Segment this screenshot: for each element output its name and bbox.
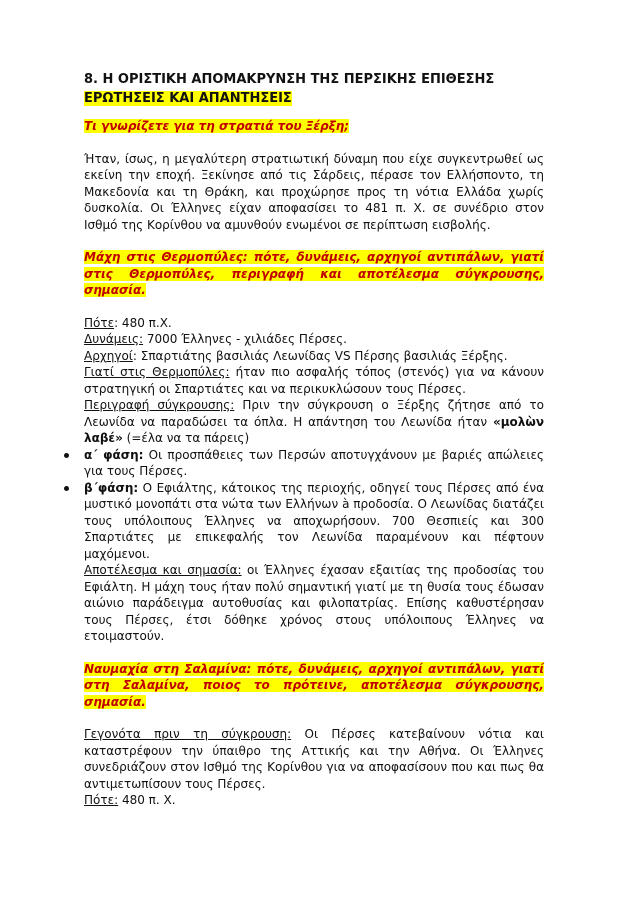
question-2 xyxy=(84,249,544,299)
forces-value: 7000 Έλληνες - χιλιάδες Πέρσες. xyxy=(143,332,347,346)
description-line xyxy=(84,397,544,447)
subtitle-text: ΕΡΩΤΗΣΕΙΣ ΚΑΙ ΑΠΑΝΤΗΣΕΙΣ xyxy=(84,91,292,106)
forces-label: Δυνάμεις: xyxy=(84,332,144,346)
answer-1: Ήταν, ίσως, η μεγαλύτερη στρατιωτική δύναμη που είχε συγκεντρωθεί ως εκείνη την εποχή. Ξεκίνησε από τις Σάρδεις, πέρασε τον Ελλήσποντο, τη Μακεδονία και τη Θράκη, και προχώρησε προς τη νότια Ελλάδα χωρίς δυσκολία. Οι Έλληνες είχαν αποφασίσει το 481 π. Χ. σε συνέδριο στον Ισθμό της Κορίνθου να αμυνθούν ενωμένοι σε περίπτωση εισβολής. xyxy=(84,151,544,232)
when-value: : 480 π.Χ. xyxy=(114,315,172,330)
question-3 xyxy=(84,661,544,711)
salamis-when-label: Πότε: xyxy=(84,793,119,807)
result-line xyxy=(84,562,544,645)
document-title xyxy=(84,70,544,89)
why-line xyxy=(84,364,544,397)
salamis-when-line xyxy=(84,792,544,809)
description-label: Περιγραφή σύγκρουσης: xyxy=(84,398,235,412)
salamis-when-value: 480 π. Χ. xyxy=(118,793,176,807)
phase-list xyxy=(84,447,544,563)
question-1 xyxy=(84,118,544,135)
events-label: Γεγονότα πριν τη σύγκρουση: xyxy=(84,727,292,741)
events-value: Οι Πέρσες κατεβαίνουν νότια και καταστρέφουν την ύπαιθρο της Αττικής και την Αθήνα. Οι Έλληνες συνεδριάζουν στον Ισθμό της Κορίνθου για να αποφασίσουν που και πως θα αντιμετωπίσουν τους Πέρσες. xyxy=(84,727,544,791)
phase-b-label: β΄φάση: xyxy=(84,480,139,495)
phase-a-label: α΄ φάση: xyxy=(84,447,144,462)
forces-line xyxy=(84,331,544,348)
phase-b-text: Ο Εφιάλτης, κάτοικος της περιοχής, οδηγεί τους Πέρσες από ένα μυστικό μονοπάτι στα νώτα των Ελλήνων à προδοσία. Ο Λεωνίδας διατάζει τους υπόλοιπους Έλληνες να αποχωρήσουν. 700 Θεσπιείς και 300 Σπαρτιάτες με επικεφαλής τον Λεωνίδα παραμένουν και πέφτουν μαχόμενοι. xyxy=(84,480,544,561)
list-item xyxy=(84,480,544,563)
leaders-label: Αρχηγοί xyxy=(84,348,133,363)
description-value: Πριν την σύγκρουση ο Ξέρξης ζήτησε από το Λεωνίδα να παραδώσει τα όπλα. Η απάντηση του Λεωνίδα ήταν xyxy=(84,398,544,429)
question-2-text: Μάχη στις Θερμοπύλες: πότε, δυνάμεις, αρχηγοί αντιπάλων, γιατί στις Θερμοπύλες, περιγραφή και αποτέλεσμα σύγκρουσης, σημασία. xyxy=(84,250,544,297)
question-1-text: Τι γνωρίζετε για τη στρατιά του Ξέρξη; xyxy=(84,119,350,133)
list-item xyxy=(84,447,544,480)
document-body xyxy=(84,70,544,809)
document-subtitle xyxy=(84,89,544,108)
question-3-text: Ναυμαχία στη Σαλαμίνα: πότε, δυνάμεις, αρχηγοί αντιπάλων, γιατί στη Σαλαμίνα, ποιος το πρότεινε, αποτέλεσμα σύγκρουσης, σημασία. xyxy=(84,661,544,709)
leaders-line xyxy=(84,348,544,365)
result-value: οι Έλληνες έχασαν εξαιτίας της προδοσίας του Εφιάλτη. Η μάχη τους ήταν πολύ σημαντική γιατί με τη θυσία τους έδωσαν αιώνιο παράδειγμα αυτοθυσίας και φιλοπατρίας. Επίσης καθυστέρησαν τους Πέρσες, έτσι δόθηκε χρόνος στους υπόλοιπους Έλληνες να ετοιμαστούν. xyxy=(84,563,544,643)
description-tail: (=έλα να τα πάρεις) xyxy=(122,431,250,445)
molon-labe-quote: «μολὼν λαβέ» xyxy=(84,414,544,445)
leaders-value: : Σπαρτιάτης βασιλιάς Λεωνίδας VS Πέρσης βασιλιάς Ξέρξης. xyxy=(132,348,508,363)
result-label: Αποτέλεσμα και σημασία: xyxy=(84,563,242,577)
title-text: 8. Η ΟΡΙΣΤΙΚΗ ΑΠΟΜΑΚΡΥΝΣΗ ΤΗΣ ΠΕΡΣΙΚΗΣ ΕΠΙΘΕΣΗΣ xyxy=(84,72,495,87)
when-label: Πότε xyxy=(84,315,115,330)
phase-a-text: Οι προσπάθειες των Περσών αποτυγχάνουν με βαριές απώλειες για τους Πέρσες. xyxy=(84,447,544,478)
bullet-icon xyxy=(64,486,69,491)
events-line xyxy=(84,726,544,792)
bullet-icon xyxy=(64,453,69,458)
why-label: Γιατί στις Θερμοπύλες: xyxy=(84,365,230,379)
when-line xyxy=(84,315,544,332)
why-value: ήταν πιο ασφαλής τόπος (στενός) για να κάνουν στρατηγική οι Σπαρτιάτες και να περικυκλώσουν τους Πέρσες. xyxy=(84,365,544,396)
